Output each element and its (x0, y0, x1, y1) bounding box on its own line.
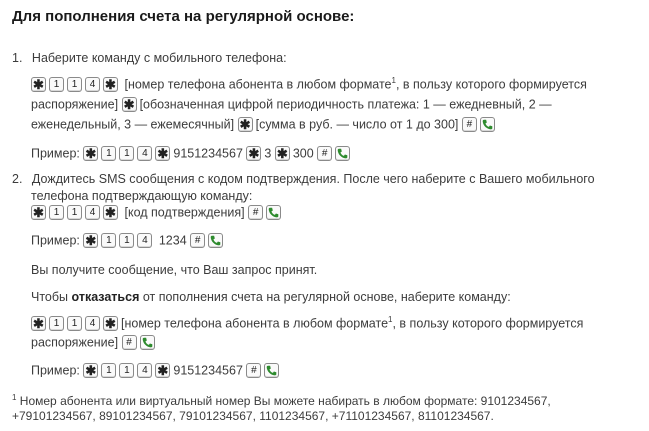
call-key (140, 335, 155, 350)
digit-key-4: 4 (137, 363, 152, 378)
footnote-text: Номер абонента или виртуальный номер Вы можете набирать в любом формате: 9101234567, (19, 394, 551, 408)
hash-key: # (190, 233, 205, 248)
cancel-pre-text: Чтобы (31, 290, 72, 304)
hash-key: # (462, 117, 477, 132)
cancel-example (31, 363, 282, 378)
call-key (480, 117, 495, 132)
phone-icon (266, 365, 277, 376)
step2-heading (12, 172, 595, 186)
star-key: ✱ (275, 146, 290, 161)
digit-key-1: 1 (49, 316, 64, 331)
digit-key-4: 4 (85, 205, 100, 220)
footnote-line2: +79101234567, 89101234567, 79101234567, 1101234567, +71101234567, 81101234567. (12, 409, 494, 423)
step1-heading (12, 51, 287, 65)
cancel-command-line2 (31, 335, 158, 350)
digit-key-4: 4 (85, 77, 100, 92)
example-label: Пример: (31, 146, 80, 161)
step1-example (31, 146, 353, 161)
digit-key-1: 1 (119, 233, 134, 248)
digit-key-1: 1 (119, 146, 134, 161)
example-amount: 300 (292, 146, 314, 161)
command-param-text: , в пользу которого формируется (392, 316, 584, 331)
step1-number: 1. (12, 51, 23, 65)
star-key: ✱ (31, 205, 46, 220)
star-key: ✱ (83, 146, 98, 161)
command-param-text: [номер телефона абонента в любом формате (124, 77, 392, 92)
example-code: 1234 (158, 233, 187, 248)
digit-key-4: 4 (137, 233, 152, 248)
call-key (266, 205, 281, 220)
digit-key-1: 1 (101, 363, 116, 378)
digit-key-1: 1 (67, 77, 82, 92)
example-period: 3 (264, 146, 272, 161)
cancel-command-line1 (31, 316, 583, 331)
call-key (335, 146, 350, 161)
code-param-text: [код подтверждения] (124, 205, 245, 220)
hash-key: # (246, 363, 261, 378)
star-key: ✱ (31, 77, 46, 92)
received-message-text: Вы получите сообщение, что Ваш запрос принят. (31, 263, 318, 277)
star-key: ✱ (122, 97, 137, 112)
footnote-ref: 1 (388, 314, 393, 324)
step2-text-line2: телефона подтверждающую команду: (31, 189, 253, 203)
star-key: ✱ (31, 316, 46, 331)
digit-key-1: 1 (101, 233, 116, 248)
command-param-text: , в пользу которого формируется (395, 77, 587, 92)
digit-key-1: 1 (67, 316, 82, 331)
phone-icon (268, 207, 279, 218)
step1-text: Наберите команду с мобильного телефона: (31, 51, 287, 65)
footnote-line1 (12, 394, 551, 408)
digit-key-1: 1 (49, 205, 64, 220)
step1-command-line2 (31, 97, 552, 112)
cancel-post-text: от пополнения счета на регулярной основе, наберите команду: (139, 290, 511, 304)
step1-command-line1 (31, 77, 587, 92)
star-key: ✱ (246, 146, 261, 161)
cancel-bold-text: отказаться (71, 290, 140, 304)
digit-key-1: 1 (67, 205, 82, 220)
star-key: ✱ (103, 77, 118, 92)
star-key: ✱ (103, 316, 118, 331)
example-number: 9151234567 (173, 146, 243, 161)
step2-number: 2. (12, 172, 23, 186)
phone-icon (482, 119, 493, 130)
command-param-text: распоряжение] (31, 335, 119, 350)
digit-key-4: 4 (85, 316, 100, 331)
star-key: ✱ (103, 205, 118, 220)
example-label: Пример: (31, 233, 80, 248)
phone-icon (210, 235, 221, 246)
step1-command-line3 (31, 117, 498, 132)
star-key: ✱ (155, 363, 170, 378)
step2-command (31, 205, 284, 220)
hash-key: # (317, 146, 332, 161)
call-key (208, 233, 223, 248)
example-label: Пример: (31, 363, 80, 378)
star-key: ✱ (238, 117, 253, 132)
phone-icon (142, 337, 153, 348)
command-param-text: [обозначенная цифрой периодичность платежа: 1 — ежедневный, 2 — (139, 97, 552, 112)
footnote-ref: 1 (391, 75, 396, 85)
command-param-text: [номер телефона абонента в любом формате (121, 316, 389, 331)
phone-icon (337, 148, 348, 159)
footnote-marker: 1 (12, 393, 17, 402)
digit-key-1: 1 (49, 77, 64, 92)
hash-key: # (248, 205, 263, 220)
star-key: ✱ (155, 146, 170, 161)
star-key: ✱ (83, 233, 98, 248)
digit-key-1: 1 (101, 146, 116, 161)
call-key (264, 363, 279, 378)
command-param-text: [сумма в руб. — число от 1 до 300] (255, 117, 459, 132)
digit-key-4: 4 (137, 146, 152, 161)
command-param-text: распоряжение] (31, 97, 119, 112)
hash-key: # (122, 335, 137, 350)
digit-key-1: 1 (119, 363, 134, 378)
star-key: ✱ (83, 363, 98, 378)
page-title: Для пополнения счета на регулярной основе: (12, 8, 355, 25)
step2-text-line1: Дождитесь SMS сообщения с кодом подтверждения. После чего наберите с Вашего мобильного (31, 172, 595, 186)
step2-example (31, 233, 226, 248)
example-number: 9151234567 (173, 363, 243, 378)
command-param-text: еженедельный, 3 — ежемесячный] (31, 117, 235, 132)
cancel-instruction (31, 290, 511, 304)
